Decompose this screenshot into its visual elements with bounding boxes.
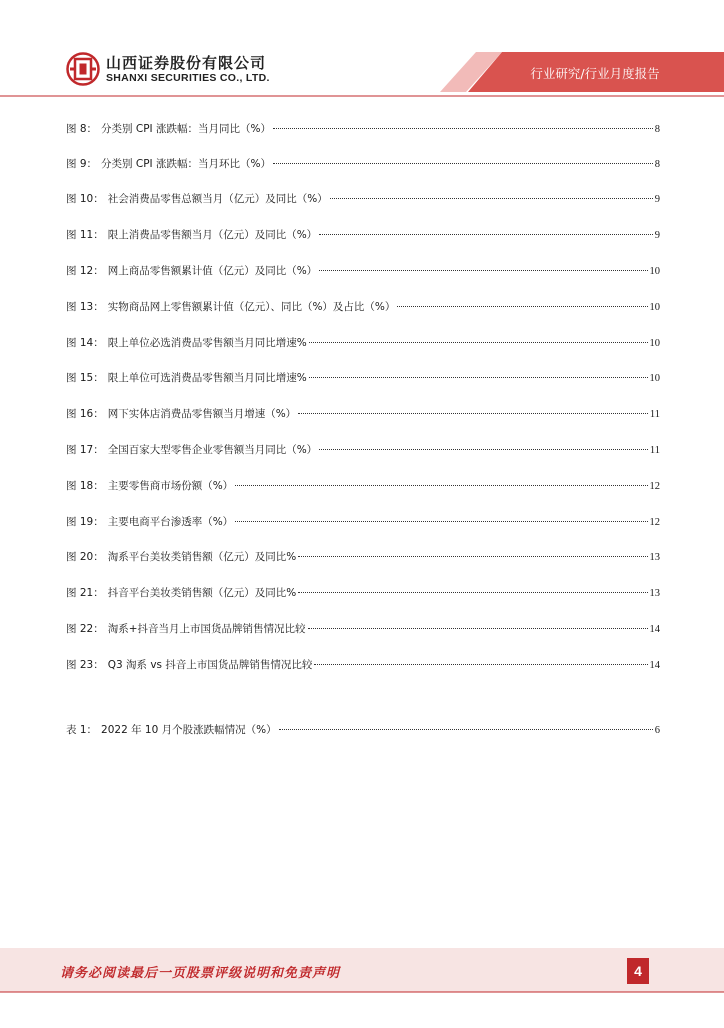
- toc-entry-label: 图 13：: [66, 301, 104, 313]
- toc-entry-title: 淘系+抖音当月上市国货品牌销售情况比较: [107, 623, 306, 635]
- toc-entry-page: 6: [654, 725, 660, 736]
- toc-entry[interactable]: [66, 262, 660, 280]
- page-footer: [0, 940, 724, 1024]
- toc-entry-label: 图 21：: [66, 587, 104, 599]
- toc-entry-label: 图 19：: [66, 516, 104, 528]
- toc-entry[interactable]: [66, 548, 660, 566]
- toc-entry[interactable]: [66, 190, 660, 208]
- toc-entry-page: 8: [654, 124, 660, 135]
- toc-entry-page: 12: [649, 481, 660, 492]
- toc-entry-title: 全国百家大型零售企业零售额当月同比（%）: [107, 444, 318, 456]
- toc-entry-page: 10: [649, 266, 660, 277]
- toc-entry-title: 实物商品网上零售额累计值（亿元）、同比（%）及占比（%）: [107, 301, 396, 313]
- toc-entry-label: 图 11：: [66, 229, 104, 241]
- toc-entry[interactable]: [66, 477, 660, 495]
- toc-entry-page: 11: [649, 409, 660, 420]
- toc-entry-label: 图 10：: [66, 193, 104, 205]
- toc-entry-page: 10: [649, 373, 660, 384]
- toc-entry[interactable]: [66, 226, 660, 244]
- toc-entry[interactable]: [66, 620, 660, 638]
- toc-entry[interactable]: [66, 334, 660, 352]
- toc-entry-page: 10: [649, 302, 660, 313]
- toc-entry[interactable]: [66, 513, 660, 531]
- toc-entry-label: 图 12：: [66, 265, 104, 277]
- toc-leader-dots: [235, 485, 647, 486]
- toc-entry[interactable]: [66, 369, 660, 387]
- toc-entry-title: 网下实体店消费品零售额当月增速（%）: [107, 408, 297, 420]
- toc-leader-dots: [319, 449, 648, 450]
- toc-entry-page: 14: [649, 624, 660, 635]
- toc-leader-dots: [235, 521, 647, 522]
- toc-entry-page: 9: [654, 230, 660, 241]
- toc-leader-dots: [309, 377, 648, 378]
- company-name-cn: 山西证券股份有限公司: [106, 54, 267, 72]
- header-red-band: [0, 0, 724, 100]
- toc-leader-dots: [279, 729, 653, 730]
- toc-entry[interactable]: [66, 155, 660, 173]
- toc-entry-label: 图 8：: [66, 123, 98, 135]
- toc-leader-dots: [298, 592, 647, 593]
- toc-entry-label: 图 18：: [66, 480, 104, 492]
- toc-leader-dots: [309, 342, 648, 343]
- toc-leader-dots: [298, 413, 648, 414]
- toc-entry-page: 13: [649, 552, 660, 563]
- toc-entry[interactable]: [66, 656, 660, 674]
- toc-leader-dots: [319, 270, 647, 271]
- toc-entry-title: 主要零售商市场份额（%）: [107, 480, 234, 492]
- toc-entry-label: 图 23：: [66, 659, 104, 671]
- toc-entry-label: 图 14：: [66, 337, 104, 349]
- toc-entry[interactable]: [66, 584, 660, 602]
- footer-band: [0, 940, 724, 1024]
- toc-entry-page: 11: [649, 445, 660, 456]
- company-name-en: SHANXI SECURITIES CO., LTD.: [106, 72, 270, 84]
- company-logo-icon: [66, 52, 100, 86]
- toc-entry[interactable]: [66, 441, 660, 459]
- toc-entry-title: 社会消费品零售总额当月（亿元）及同比（%）: [107, 193, 328, 205]
- toc-entry-label: 图 15：: [66, 372, 104, 384]
- toc-entry-title: 限上单位必选消费品零售额当月同比增速%: [107, 337, 307, 349]
- toc-entry-label: 图 16：: [66, 408, 104, 420]
- report-type-label: 行业研究/行业月度报告: [530, 66, 660, 81]
- toc-entry-title: 淘系平台美妆类销售额（亿元）及同比%: [107, 551, 297, 563]
- toc-entry-label: 图 20：: [66, 551, 104, 563]
- toc-entry-title: 限上消费品零售额当月（亿元）及同比（%）: [107, 229, 318, 241]
- toc-leader-dots: [298, 556, 647, 557]
- toc-entry-title: 主要电商平台渗透率（%）: [107, 516, 234, 528]
- toc-entry-title: 分类别 CPI 涨跌幅：当月环比（%）: [101, 158, 271, 170]
- toc-leader-dots: [273, 163, 653, 164]
- toc-leader-dots: [314, 664, 647, 665]
- toc-entry[interactable]: [66, 298, 660, 316]
- toc-entry-label: 图 22：: [66, 623, 104, 635]
- disclaimer-text: 请务必阅读最后一页股票评级说明和免责声明: [60, 966, 341, 981]
- toc-entry-page: 12: [649, 517, 660, 528]
- toc-entry-page: 10: [649, 338, 660, 349]
- toc-leader-dots: [308, 628, 648, 629]
- toc-entry-page: 13: [649, 588, 660, 599]
- toc-entry-title: 2022 年 10 月个股涨跌幅情况（%）: [101, 724, 277, 736]
- toc-leader-dots: [273, 128, 653, 129]
- toc-entry-title: Q3 淘系 vs 抖音上市国货品牌销售情况比较: [107, 659, 313, 671]
- toc-entry[interactable]: [66, 405, 660, 423]
- toc-entry-page: 14: [649, 660, 660, 671]
- toc-entry-title: 抖音平台美妆类销售额（亿元）及同比%: [107, 587, 297, 599]
- toc-entry-page: 9: [654, 194, 660, 205]
- toc-leader-dots: [330, 198, 653, 199]
- toc-entry-title: 限上单位可选消费品零售额当月同比增速%: [107, 372, 307, 384]
- toc-entry-label: 图 9：: [66, 158, 98, 170]
- page-header: [0, 0, 724, 100]
- page-number: 4: [627, 958, 649, 984]
- toc-entry-page: 8: [654, 159, 660, 170]
- toc-table-entry[interactable]: [66, 721, 660, 739]
- toc-leader-dots: [397, 306, 647, 307]
- toc-entry-label: 表 1：: [66, 724, 98, 736]
- toc-leader-dots: [319, 234, 653, 235]
- toc-entry-label: 图 17：: [66, 444, 104, 456]
- toc-entry-title: 网上商品零售额累计值（亿元）及同比（%）: [107, 265, 318, 277]
- toc-entry-title: 分类别 CPI 涨跌幅：当月同比（%）: [101, 123, 271, 135]
- toc-entry[interactable]: [66, 120, 660, 138]
